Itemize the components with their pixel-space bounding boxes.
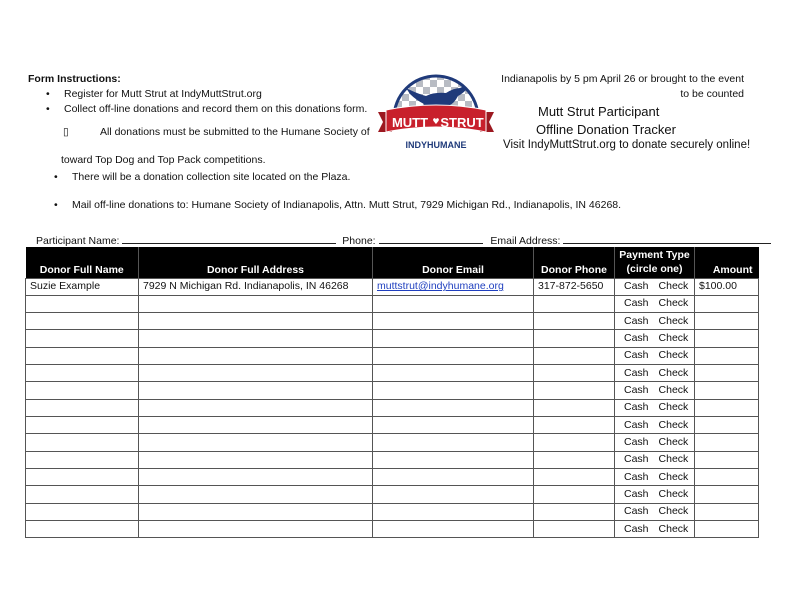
donor-phone-cell[interactable]	[534, 469, 615, 486]
donor-phone-cell[interactable]	[534, 451, 615, 468]
table-row	[26, 313, 759, 330]
payment-option-check[interactable]: Check	[658, 505, 689, 518]
column-header-phone: Donor Phone	[534, 247, 615, 278]
visit-website-note: Visit IndyMuttStrut.org to donate securely online!	[503, 139, 751, 151]
donor-address-cell[interactable]	[139, 503, 373, 520]
payment-option-check[interactable]: Check	[658, 349, 689, 362]
mutt-strut-logo	[374, 66, 498, 156]
donor-name-cell[interactable]	[26, 365, 139, 382]
payment-option-cash[interactable]: Cash	[624, 332, 649, 345]
donor-address-cell[interactable]: 7929 N Michigan Rd. Indianapolis, IN 46268	[139, 278, 373, 295]
payment-option-cash[interactable]: Cash	[624, 418, 649, 431]
payment-type-cell	[615, 503, 695, 520]
donor-email-cell[interactable]	[373, 313, 534, 330]
page-title-line2: Offline Donation Tracker	[536, 122, 676, 137]
svg-text:STRUT: STRUT	[440, 115, 484, 130]
instruction-continuation: toward Top Dog and Top Pack competitions.	[61, 154, 266, 166]
donor-email-cell[interactable]	[373, 503, 534, 520]
participant-email-label: Email Address:	[490, 235, 561, 247]
payment-option-check[interactable]: Check	[658, 280, 689, 293]
donor-name-cell[interactable]	[26, 521, 139, 538]
deadline-note-line1: Indianapolis by 5 pm April 26 or brought to the event	[501, 73, 744, 85]
donor-name-cell[interactable]	[26, 503, 139, 520]
table-row	[26, 365, 759, 382]
participant-phone-field[interactable]	[379, 234, 483, 244]
payment-option-cash[interactable]: Cash	[624, 366, 649, 379]
column-header-payment-type: Payment Type (circle one)	[615, 247, 695, 278]
donor-email-cell[interactable]	[373, 399, 534, 416]
amount-cell[interactable]	[695, 347, 759, 364]
table-row	[26, 469, 759, 486]
donor-name-cell[interactable]	[26, 313, 139, 330]
payment-option-cash[interactable]: Cash	[624, 349, 649, 362]
payment-type-cell	[615, 365, 695, 382]
payment-option-cash[interactable]: Cash	[624, 488, 649, 501]
donor-name-cell[interactable]	[26, 399, 139, 416]
payment-type-cell	[615, 330, 695, 347]
donor-phone-cell[interactable]	[534, 330, 615, 347]
column-header-address: Donor Full Address	[139, 247, 373, 278]
amount-cell[interactable]	[695, 521, 759, 538]
donor-email-cell[interactable]	[373, 382, 534, 399]
donor-phone-cell[interactable]	[534, 417, 615, 434]
payment-option-cash[interactable]: Cash	[624, 505, 649, 518]
amount-cell[interactable]	[695, 434, 759, 451]
payment-type-cell	[615, 399, 695, 416]
donor-phone-cell[interactable]	[534, 382, 615, 399]
bullet-icon: •	[54, 171, 58, 183]
table-row	[26, 417, 759, 434]
amount-cell[interactable]	[695, 399, 759, 416]
instruction-item: ▯ All donations must be submitted to the Humane Society of	[63, 126, 370, 138]
svg-text:MUTT: MUTT	[391, 115, 429, 130]
table-row	[26, 434, 759, 451]
amount-cell[interactable]	[695, 295, 759, 312]
table-row	[26, 521, 759, 538]
donor-email-cell[interactable]	[373, 278, 534, 295]
donor-phone-cell[interactable]	[534, 365, 615, 382]
payment-type-cell	[615, 382, 695, 399]
payment-type-cell	[615, 451, 695, 468]
donor-email-cell[interactable]	[373, 486, 534, 503]
payment-type-cell	[615, 295, 695, 312]
instruction-item: • Register for Mutt Strut at IndyMuttStrut.org	[46, 88, 262, 100]
donor-name-cell[interactable]	[26, 469, 139, 486]
payment-option-check[interactable]: Check	[658, 297, 689, 310]
payment-option-check[interactable]: Check	[658, 488, 689, 501]
donor-address-cell[interactable]	[139, 330, 373, 347]
checkbox-box-icon: ▯	[63, 126, 69, 138]
amount-cell[interactable]	[695, 503, 759, 520]
payment-option-check[interactable]: Check	[658, 418, 689, 431]
donor-address-cell[interactable]	[139, 417, 373, 434]
payment-option-check[interactable]: Check	[658, 453, 689, 466]
payment-option-cash[interactable]: Cash	[624, 522, 649, 535]
payment-option-cash[interactable]: Cash	[624, 297, 649, 310]
payment-option-check[interactable]: Check	[658, 436, 689, 449]
payment-type-cell	[615, 469, 695, 486]
donor-name-cell[interactable]	[26, 486, 139, 503]
payment-type-cell	[615, 313, 695, 330]
donor-name-cell[interactable]	[26, 330, 139, 347]
participant-email-field[interactable]	[563, 234, 771, 244]
column-header-amount: Amount	[695, 247, 759, 278]
payment-option-cash[interactable]: Cash	[624, 453, 649, 466]
table-row	[26, 330, 759, 347]
instructions-title: Form Instructions:	[28, 73, 121, 85]
donor-phone-cell[interactable]	[534, 486, 615, 503]
amount-cell[interactable]	[695, 417, 759, 434]
payment-option-check[interactable]: Check	[658, 401, 689, 414]
amount-cell[interactable]	[695, 382, 759, 399]
svg-text:INDYHUMANE: INDYHUMANE	[405, 140, 467, 150]
donor-phone-cell[interactable]: 317-872-5650	[534, 278, 615, 295]
instruction-item: • Collect off-line donations and record them on this donations form.	[46, 103, 368, 115]
participant-name-label: Participant Name:	[36, 235, 120, 247]
logo-graphic-icon	[374, 66, 498, 156]
donor-address-cell[interactable]	[139, 365, 373, 382]
bullet-icon: •	[46, 103, 50, 115]
table-header-row	[26, 247, 759, 278]
amount-cell[interactable]	[695, 313, 759, 330]
participant-name-field[interactable]	[122, 234, 336, 244]
donor-address-cell[interactable]	[139, 313, 373, 330]
payment-option-check[interactable]: Check	[658, 470, 689, 483]
donor-name-cell[interactable]	[26, 347, 139, 364]
payment-type-cell	[615, 278, 695, 295]
table-row	[26, 382, 759, 399]
donor-email-cell[interactable]	[373, 434, 534, 451]
amount-cell[interactable]	[695, 486, 759, 503]
donor-name-cell[interactable]	[26, 417, 139, 434]
table-row	[26, 451, 759, 468]
table-row	[26, 503, 759, 520]
column-header-name: Donor Full Name	[26, 247, 139, 278]
donor-name-cell[interactable]	[26, 451, 139, 468]
donations-table	[25, 247, 759, 538]
page-title-line1: Mutt Strut Participant	[538, 104, 660, 119]
donor-address-cell[interactable]	[139, 347, 373, 364]
payment-option-check[interactable]: Check	[658, 384, 689, 397]
payment-type-cell	[615, 521, 695, 538]
payment-option-cash[interactable]: Cash	[624, 314, 649, 327]
donor-email-cell[interactable]	[373, 417, 534, 434]
svg-text:♥: ♥	[432, 117, 440, 126]
participant-phone-label: Phone:	[342, 235, 376, 247]
instruction-item: • There will be a donation collection site located on the Plaza.	[54, 171, 351, 183]
donor-email-cell[interactable]	[373, 330, 534, 347]
donor-address-cell[interactable]	[139, 469, 373, 486]
donor-phone-cell[interactable]	[534, 399, 615, 416]
amount-cell[interactable]	[695, 330, 759, 347]
payment-option-check[interactable]: Check	[658, 314, 689, 327]
amount-cell[interactable]	[695, 365, 759, 382]
deadline-note-line2: to be counted	[680, 88, 744, 100]
donor-name-cell[interactable]: Suzie Example	[26, 278, 139, 295]
table-row	[26, 486, 759, 503]
donor-name-cell[interactable]	[26, 434, 139, 451]
donor-address-cell[interactable]	[139, 521, 373, 538]
donor-email-link[interactable]: muttstrut@indyhumane.org	[377, 280, 504, 293]
payment-option-cash[interactable]: Cash	[624, 401, 649, 414]
amount-cell[interactable]: $100.00	[695, 278, 759, 295]
donor-address-cell[interactable]	[139, 399, 373, 416]
donor-address-cell[interactable]	[139, 382, 373, 399]
payment-type-cell	[615, 486, 695, 503]
participant-fields	[36, 234, 771, 247]
donor-email-cell[interactable]	[373, 295, 534, 312]
donor-email-cell[interactable]	[373, 451, 534, 468]
payment-option-cash[interactable]: Cash	[624, 280, 649, 293]
payment-type-cell	[615, 347, 695, 364]
column-header-email: Donor Email	[373, 247, 534, 278]
amount-cell[interactable]	[695, 451, 759, 468]
payment-option-check[interactable]: Check	[658, 366, 689, 379]
donor-address-cell[interactable]	[139, 434, 373, 451]
donor-phone-cell[interactable]	[534, 503, 615, 520]
donor-name-cell[interactable]	[26, 295, 139, 312]
table-row	[26, 347, 759, 364]
donor-phone-cell[interactable]	[534, 313, 615, 330]
amount-cell[interactable]	[695, 469, 759, 486]
payment-option-check[interactable]: Check	[658, 332, 689, 345]
payment-option-cash[interactable]: Cash	[624, 384, 649, 397]
donor-email-cell[interactable]	[373, 469, 534, 486]
donor-phone-cell[interactable]	[534, 295, 615, 312]
bullet-icon: •	[54, 199, 58, 211]
payment-option-cash[interactable]: Cash	[624, 436, 649, 449]
donor-name-cell[interactable]	[26, 382, 139, 399]
donor-phone-cell[interactable]	[534, 434, 615, 451]
donor-address-cell[interactable]	[139, 451, 373, 468]
instruction-item: • Mail off-line donations to: Humane Society of Indianapolis, Attn. Mutt Strut, 7929 Michigan Rd., Indianapolis, IN 46268.	[54, 199, 622, 211]
donor-address-cell[interactable]	[139, 295, 373, 312]
payment-type-cell	[615, 417, 695, 434]
donor-email-cell[interactable]	[373, 347, 534, 364]
donor-email-cell[interactable]	[373, 521, 534, 538]
donor-email-cell[interactable]	[373, 365, 534, 382]
payment-type-cell	[615, 434, 695, 451]
donor-phone-cell[interactable]	[534, 347, 615, 364]
bullet-icon: •	[46, 88, 50, 100]
table-row	[26, 295, 759, 312]
table-row	[26, 278, 759, 295]
payment-option-check[interactable]: Check	[658, 522, 689, 535]
table-row	[26, 399, 759, 416]
donor-address-cell[interactable]	[139, 486, 373, 503]
donor-phone-cell[interactable]	[534, 521, 615, 538]
payment-option-cash[interactable]: Cash	[624, 470, 649, 483]
